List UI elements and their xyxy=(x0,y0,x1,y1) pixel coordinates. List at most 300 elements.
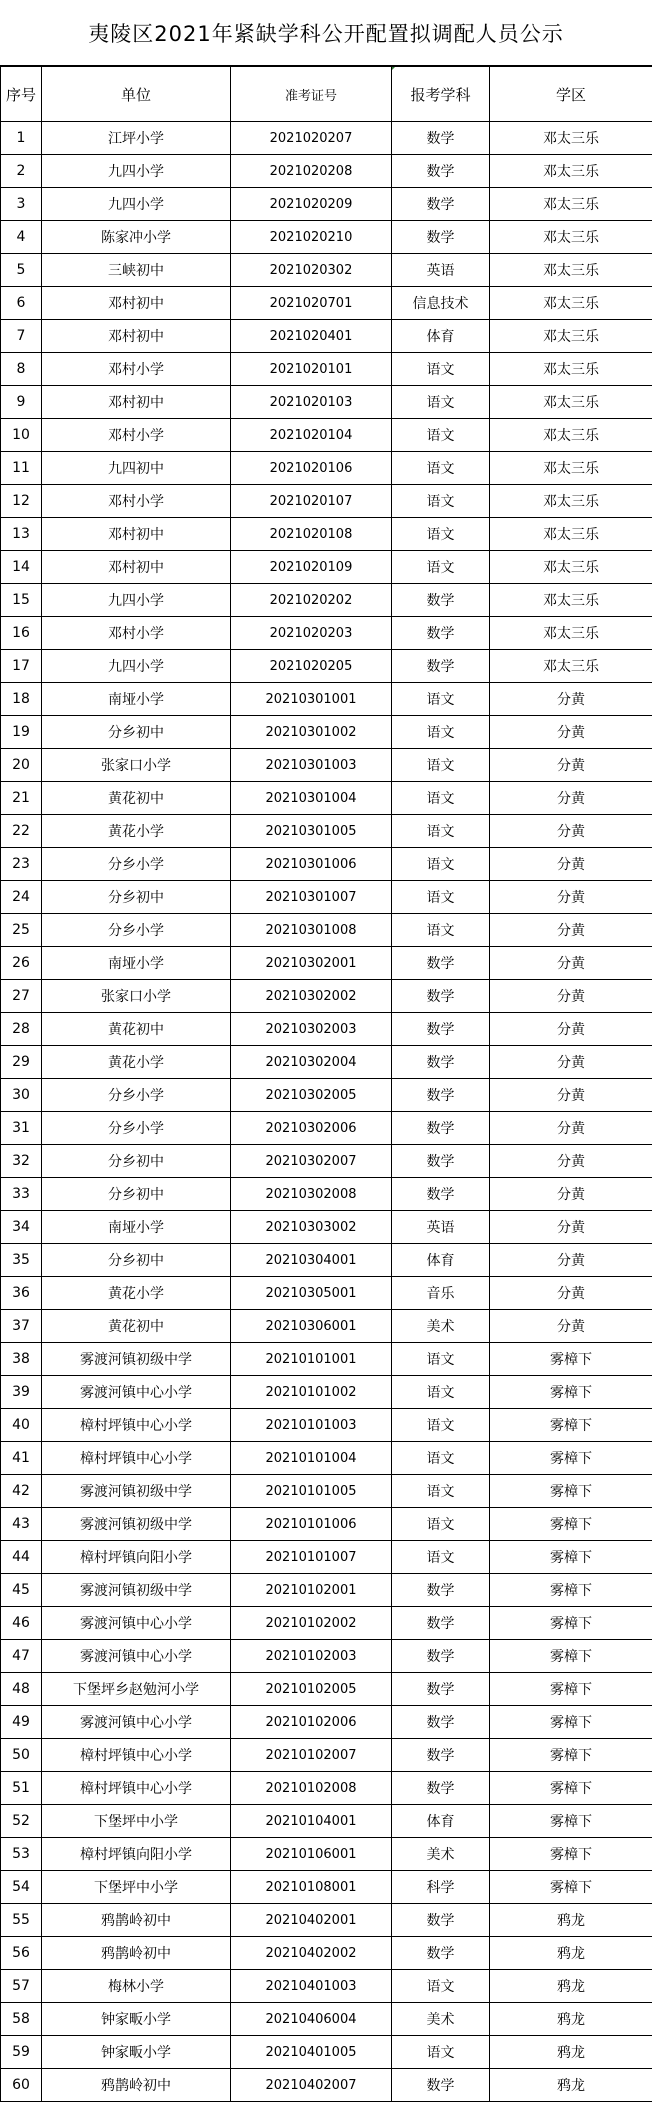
exam-id-cell: 20210102008 xyxy=(231,1772,392,1805)
exam-id-cell: 20210101003 xyxy=(231,1409,392,1442)
index-cell: 41 xyxy=(1,1442,42,1475)
district-cell: 雾樟下 xyxy=(490,1772,652,1805)
district-cell: 分黄 xyxy=(490,683,652,716)
exam-id-cell: 20210401005 xyxy=(231,2036,392,2069)
table-row xyxy=(1,947,652,980)
table-row xyxy=(1,1772,652,1805)
exam-id-cell: 20210102003 xyxy=(231,1640,392,1673)
unit-cell: 邓村初中 xyxy=(42,551,231,584)
index-cell: 26 xyxy=(1,947,42,980)
header-subject: 报考学科 xyxy=(392,67,490,122)
unit-cell: 樟村坪镇中心小学 xyxy=(42,1739,231,1772)
district-cell: 雾樟下 xyxy=(490,1442,652,1475)
exam-id-cell: 20210302002 xyxy=(231,980,392,1013)
table-row xyxy=(1,815,652,848)
table-row xyxy=(1,419,652,452)
index-cell: 31 xyxy=(1,1112,42,1145)
district-cell: 分黄 xyxy=(490,881,652,914)
district-cell: 分黄 xyxy=(490,749,652,782)
unit-cell: 邓村初中 xyxy=(42,320,231,353)
header-exam-id: 准考证号 xyxy=(231,67,392,122)
index-cell: 10 xyxy=(1,419,42,452)
district-cell: 分黄 xyxy=(490,1277,652,1310)
index-cell: 53 xyxy=(1,1838,42,1871)
index-cell: 39 xyxy=(1,1376,42,1409)
unit-cell: 邓村初中 xyxy=(42,518,231,551)
index-cell: 3 xyxy=(1,188,42,221)
subject-cell: 英语 xyxy=(392,1211,490,1244)
subject-cell: 语文 xyxy=(392,419,490,452)
unit-cell: 南垭小学 xyxy=(42,1211,231,1244)
table-row xyxy=(1,353,652,386)
index-cell: 29 xyxy=(1,1046,42,1079)
index-cell: 32 xyxy=(1,1145,42,1178)
index-cell: 1 xyxy=(1,122,42,155)
subject-cell: 语文 xyxy=(392,2036,490,2069)
district-cell: 雾樟下 xyxy=(490,1574,652,1607)
exam-id-cell: 20210401003 xyxy=(231,1970,392,2003)
unit-cell: 分乡初中 xyxy=(42,1244,231,1277)
unit-cell: 九四小学 xyxy=(42,650,231,683)
subject-cell: 体育 xyxy=(392,1244,490,1277)
subject-cell: 语文 xyxy=(392,914,490,947)
subject-cell: 美术 xyxy=(392,1310,490,1343)
subject-cell: 数学 xyxy=(392,1079,490,1112)
district-cell: 雾樟下 xyxy=(490,1673,652,1706)
index-cell: 48 xyxy=(1,1673,42,1706)
exam-id-cell: 2021020202 xyxy=(231,584,392,617)
district-cell: 邓太三乐 xyxy=(490,617,652,650)
index-cell: 46 xyxy=(1,1607,42,1640)
index-cell: 30 xyxy=(1,1079,42,1112)
district-cell: 雾樟下 xyxy=(490,1508,652,1541)
exam-id-cell: 20210302003 xyxy=(231,1013,392,1046)
exam-id-cell: 2021020108 xyxy=(231,518,392,551)
index-cell: 21 xyxy=(1,782,42,815)
index-cell: 56 xyxy=(1,1937,42,1970)
index-cell: 13 xyxy=(1,518,42,551)
district-cell: 邓太三乐 xyxy=(490,518,652,551)
subject-cell: 数学 xyxy=(392,221,490,254)
unit-cell: 九四小学 xyxy=(42,155,231,188)
subject-cell: 语文 xyxy=(392,881,490,914)
subject-cell: 数学 xyxy=(392,980,490,1013)
table-row xyxy=(1,1112,652,1145)
district-cell: 邓太三乐 xyxy=(490,320,652,353)
subject-cell: 语文 xyxy=(392,749,490,782)
subject-cell: 数学 xyxy=(392,1112,490,1145)
subject-cell: 美术 xyxy=(392,1838,490,1871)
table-row xyxy=(1,2069,652,2102)
district-cell: 分黄 xyxy=(490,1112,652,1145)
table-row xyxy=(1,122,652,155)
table-row xyxy=(1,1970,652,2003)
unit-cell: 三峡初中 xyxy=(42,254,231,287)
index-cell: 19 xyxy=(1,716,42,749)
index-cell: 57 xyxy=(1,1970,42,2003)
subject-cell: 数学 xyxy=(392,1145,490,1178)
unit-cell: 樟村坪镇向阳小学 xyxy=(42,1838,231,1871)
unit-cell: 梅林小学 xyxy=(42,1970,231,2003)
table-row xyxy=(1,1574,652,1607)
table-row xyxy=(1,518,652,551)
district-cell: 雾樟下 xyxy=(490,1343,652,1376)
district-cell: 邓太三乐 xyxy=(490,221,652,254)
index-cell: 51 xyxy=(1,1772,42,1805)
header-unit: 单位 xyxy=(42,67,231,122)
index-cell: 52 xyxy=(1,1805,42,1838)
exam-id-cell: 20210302001 xyxy=(231,947,392,980)
table-row xyxy=(1,881,652,914)
table-row xyxy=(1,320,652,353)
district-cell: 邓太三乐 xyxy=(490,419,652,452)
subject-cell: 语文 xyxy=(392,1508,490,1541)
table-row xyxy=(1,782,652,815)
district-cell: 邓太三乐 xyxy=(490,452,652,485)
district-cell: 分黄 xyxy=(490,1244,652,1277)
district-cell: 雾樟下 xyxy=(490,1871,652,1904)
index-cell: 37 xyxy=(1,1310,42,1343)
table-row xyxy=(1,1871,652,1904)
district-cell: 鸦龙 xyxy=(490,1904,652,1937)
district-cell: 邓太三乐 xyxy=(490,188,652,221)
district-cell: 分黄 xyxy=(490,947,652,980)
index-cell: 49 xyxy=(1,1706,42,1739)
table-row xyxy=(1,1673,652,1706)
exam-id-cell: 2021020208 xyxy=(231,155,392,188)
unit-cell: 张家口小学 xyxy=(42,749,231,782)
exam-id-cell: 20210302006 xyxy=(231,1112,392,1145)
index-cell: 16 xyxy=(1,617,42,650)
subject-cell: 语文 xyxy=(392,386,490,419)
unit-cell: 邓村小学 xyxy=(42,353,231,386)
table-row xyxy=(1,1145,652,1178)
district-cell: 鸦龙 xyxy=(490,2036,652,2069)
unit-cell: 陈家冲小学 xyxy=(42,221,231,254)
index-cell: 55 xyxy=(1,1904,42,1937)
table-row xyxy=(1,1937,652,1970)
index-cell: 28 xyxy=(1,1013,42,1046)
unit-cell: 分乡初中 xyxy=(42,1145,231,1178)
index-cell: 36 xyxy=(1,1277,42,1310)
unit-cell: 鸦鹊岭初中 xyxy=(42,2069,231,2102)
exam-id-cell: 20210301007 xyxy=(231,881,392,914)
index-cell: 44 xyxy=(1,1541,42,1574)
district-cell: 邓太三乐 xyxy=(490,353,652,386)
unit-cell: 雾渡河镇初级中学 xyxy=(42,1343,231,1376)
exam-id-cell: 20210106001 xyxy=(231,1838,392,1871)
table-row xyxy=(1,1211,652,1244)
district-cell: 分黄 xyxy=(490,914,652,947)
district-cell: 雾樟下 xyxy=(490,1475,652,1508)
index-cell: 38 xyxy=(1,1343,42,1376)
table-row xyxy=(1,551,652,584)
index-cell: 9 xyxy=(1,386,42,419)
subject-cell: 语文 xyxy=(392,1475,490,1508)
unit-cell: 钟家畈小学 xyxy=(42,2036,231,2069)
district-cell: 分黄 xyxy=(490,1079,652,1112)
exam-id-cell: 20210301003 xyxy=(231,749,392,782)
index-cell: 33 xyxy=(1,1178,42,1211)
unit-cell: 南垭小学 xyxy=(42,683,231,716)
exam-id-cell: 20210108001 xyxy=(231,1871,392,1904)
unit-cell: 邓村初中 xyxy=(42,386,231,419)
exam-id-cell: 20210101004 xyxy=(231,1442,392,1475)
subject-cell: 数学 xyxy=(392,1046,490,1079)
exam-id-cell: 2021020203 xyxy=(231,617,392,650)
district-cell: 邓太三乐 xyxy=(490,155,652,188)
table-row xyxy=(1,2036,652,2069)
table-row xyxy=(1,1739,652,1772)
index-cell: 6 xyxy=(1,287,42,320)
district-cell: 鸦龙 xyxy=(490,1937,652,1970)
unit-cell: 下堡坪乡赵勉河小学 xyxy=(42,1673,231,1706)
unit-cell: 分乡初中 xyxy=(42,716,231,749)
table-header-row xyxy=(1,67,652,122)
table-row xyxy=(1,1607,652,1640)
district-cell: 分黄 xyxy=(490,1046,652,1079)
exam-id-cell: 2021020701 xyxy=(231,287,392,320)
table-body xyxy=(1,122,652,2102)
subject-cell: 数学 xyxy=(392,1706,490,1739)
table-row xyxy=(1,452,652,485)
exam-id-cell: 20210301006 xyxy=(231,848,392,881)
table-row xyxy=(1,716,652,749)
index-cell: 11 xyxy=(1,452,42,485)
subject-cell: 语文 xyxy=(392,518,490,551)
subject-cell: 语文 xyxy=(392,1970,490,2003)
index-cell: 34 xyxy=(1,1211,42,1244)
index-cell: 25 xyxy=(1,914,42,947)
index-cell: 4 xyxy=(1,221,42,254)
table-row xyxy=(1,1013,652,1046)
unit-cell: 分乡小学 xyxy=(42,848,231,881)
unit-cell: 雾渡河镇初级中学 xyxy=(42,1574,231,1607)
exam-id-cell: 2021020210 xyxy=(231,221,392,254)
exam-id-cell: 20210305001 xyxy=(231,1277,392,1310)
exam-id-cell: 2021020107 xyxy=(231,485,392,518)
exam-id-cell: 20210101002 xyxy=(231,1376,392,1409)
district-cell: 邓太三乐 xyxy=(490,584,652,617)
subject-cell: 美术 xyxy=(392,2003,490,2036)
subject-cell: 语文 xyxy=(392,1409,490,1442)
table-row xyxy=(1,1178,652,1211)
subject-cell: 数学 xyxy=(392,650,490,683)
index-cell: 22 xyxy=(1,815,42,848)
index-cell: 50 xyxy=(1,1739,42,1772)
table-row xyxy=(1,1046,652,1079)
table-row xyxy=(1,386,652,419)
exam-id-cell: 20210102006 xyxy=(231,1706,392,1739)
unit-cell: 分乡初中 xyxy=(42,881,231,914)
unit-cell: 鸦鹊岭初中 xyxy=(42,1937,231,1970)
page-title: 夷陵区2021年紧缺学科公开配置拟调配人员公示 xyxy=(0,0,652,66)
exam-id-cell: 20210102007 xyxy=(231,1739,392,1772)
table-row xyxy=(1,1277,652,1310)
unit-cell: 分乡小学 xyxy=(42,914,231,947)
table-row xyxy=(1,980,652,1013)
exam-id-cell: 20210402001 xyxy=(231,1904,392,1937)
district-cell: 鸦龙 xyxy=(490,2003,652,2036)
index-cell: 2 xyxy=(1,155,42,188)
index-cell: 59 xyxy=(1,2036,42,2069)
unit-cell: 黄花小学 xyxy=(42,815,231,848)
subject-cell: 数学 xyxy=(392,1673,490,1706)
index-cell: 47 xyxy=(1,1640,42,1673)
district-cell: 分黄 xyxy=(490,1145,652,1178)
table-row xyxy=(1,1343,652,1376)
exam-id-cell: 20210104001 xyxy=(231,1805,392,1838)
index-cell: 27 xyxy=(1,980,42,1013)
subject-cell: 数学 xyxy=(392,1937,490,1970)
table-row xyxy=(1,848,652,881)
unit-cell: 雾渡河镇中心小学 xyxy=(42,1376,231,1409)
unit-cell: 下堡坪中小学 xyxy=(42,1871,231,1904)
index-cell: 40 xyxy=(1,1409,42,1442)
table-row xyxy=(1,1376,652,1409)
table-row xyxy=(1,1310,652,1343)
table-row xyxy=(1,1541,652,1574)
unit-cell: 分乡初中 xyxy=(42,1178,231,1211)
exam-id-cell: 20210301002 xyxy=(231,716,392,749)
exam-id-cell: 20210301004 xyxy=(231,782,392,815)
subject-cell: 语文 xyxy=(392,716,490,749)
district-cell: 邓太三乐 xyxy=(490,254,652,287)
table-row xyxy=(1,584,652,617)
district-cell: 雾樟下 xyxy=(490,1541,652,1574)
unit-cell: 黄花小学 xyxy=(42,1277,231,1310)
district-cell: 雾樟下 xyxy=(490,1739,652,1772)
subject-cell: 数学 xyxy=(392,1178,490,1211)
unit-cell: 黄花初中 xyxy=(42,782,231,815)
index-cell: 54 xyxy=(1,1871,42,1904)
table-row xyxy=(1,1904,652,1937)
unit-cell: 樟村坪镇中心小学 xyxy=(42,1409,231,1442)
district-cell: 雾樟下 xyxy=(490,1376,652,1409)
unit-cell: 江坪小学 xyxy=(42,122,231,155)
unit-cell: 邓村初中 xyxy=(42,287,231,320)
table-row xyxy=(1,1838,652,1871)
subject-cell: 信息技术 xyxy=(392,287,490,320)
unit-cell: 邓村小学 xyxy=(42,485,231,518)
district-cell: 鸦龙 xyxy=(490,2069,652,2102)
exam-id-cell: 2021020106 xyxy=(231,452,392,485)
index-cell: 15 xyxy=(1,584,42,617)
district-cell: 分黄 xyxy=(490,1211,652,1244)
index-cell: 42 xyxy=(1,1475,42,1508)
exam-id-cell: 20210304001 xyxy=(231,1244,392,1277)
table-row xyxy=(1,2003,652,2036)
table-row xyxy=(1,1244,652,1277)
table-row xyxy=(1,749,652,782)
exam-id-cell: 20210306001 xyxy=(231,1310,392,1343)
unit-cell: 分乡小学 xyxy=(42,1112,231,1145)
district-cell: 分黄 xyxy=(490,980,652,1013)
district-cell: 雾樟下 xyxy=(490,1640,652,1673)
district-cell: 分黄 xyxy=(490,1178,652,1211)
district-cell: 鸦龙 xyxy=(490,1970,652,2003)
subject-cell: 数学 xyxy=(392,122,490,155)
unit-cell: 下堡坪中小学 xyxy=(42,1805,231,1838)
exam-id-cell: 20210302004 xyxy=(231,1046,392,1079)
subject-cell: 数学 xyxy=(392,1640,490,1673)
exam-id-cell: 2021020104 xyxy=(231,419,392,452)
exam-id-cell: 20210406004 xyxy=(231,2003,392,2036)
district-cell: 雾樟下 xyxy=(490,1706,652,1739)
subject-cell: 数学 xyxy=(392,1904,490,1937)
exam-id-cell: 20210303002 xyxy=(231,1211,392,1244)
subject-cell: 语文 xyxy=(392,683,490,716)
exam-id-cell: 20210102002 xyxy=(231,1607,392,1640)
index-cell: 23 xyxy=(1,848,42,881)
subject-cell: 科学 xyxy=(392,1871,490,1904)
unit-cell: 南垭小学 xyxy=(42,947,231,980)
index-cell: 18 xyxy=(1,683,42,716)
subject-cell: 语文 xyxy=(392,485,490,518)
exam-id-cell: 20210101001 xyxy=(231,1343,392,1376)
personnel-table xyxy=(0,66,652,2102)
header-index: 序号 xyxy=(1,67,42,122)
table-row xyxy=(1,1409,652,1442)
unit-cell: 钟家畈小学 xyxy=(42,2003,231,2036)
district-cell: 分黄 xyxy=(490,782,652,815)
subject-cell: 语文 xyxy=(392,848,490,881)
unit-cell: 九四初中 xyxy=(42,452,231,485)
exam-id-cell: 2021020109 xyxy=(231,551,392,584)
district-cell: 分黄 xyxy=(490,848,652,881)
exam-id-cell: 20210402002 xyxy=(231,1937,392,1970)
district-cell: 分黄 xyxy=(490,716,652,749)
district-cell: 分黄 xyxy=(490,1310,652,1343)
subject-cell: 语文 xyxy=(392,1343,490,1376)
unit-cell: 樟村坪镇向阳小学 xyxy=(42,1541,231,1574)
unit-cell: 邓村小学 xyxy=(42,419,231,452)
exam-id-cell: 2021020209 xyxy=(231,188,392,221)
unit-cell: 雾渡河镇中心小学 xyxy=(42,1607,231,1640)
subject-cell: 数学 xyxy=(392,1013,490,1046)
table-row xyxy=(1,287,652,320)
unit-cell: 邓村小学 xyxy=(42,617,231,650)
unit-cell: 雾渡河镇中心小学 xyxy=(42,1640,231,1673)
table-row xyxy=(1,1706,652,1739)
district-cell: 分黄 xyxy=(490,1013,652,1046)
exam-id-cell: 20210402007 xyxy=(231,2069,392,2102)
unit-cell: 雾渡河镇中心小学 xyxy=(42,1706,231,1739)
unit-cell: 九四小学 xyxy=(42,584,231,617)
index-cell: 20 xyxy=(1,749,42,782)
subject-cell: 数学 xyxy=(392,188,490,221)
exam-id-cell: 2021020207 xyxy=(231,122,392,155)
district-cell: 邓太三乐 xyxy=(490,386,652,419)
index-cell: 17 xyxy=(1,650,42,683)
exam-id-cell: 20210302005 xyxy=(231,1079,392,1112)
table-row xyxy=(1,1079,652,1112)
exam-id-cell: 20210102001 xyxy=(231,1574,392,1607)
exam-id-cell: 20210102005 xyxy=(231,1673,392,1706)
table-row xyxy=(1,1508,652,1541)
exam-id-cell: 20210101006 xyxy=(231,1508,392,1541)
table-row xyxy=(1,485,652,518)
subject-cell: 语文 xyxy=(392,452,490,485)
exam-id-cell: 20210301005 xyxy=(231,815,392,848)
index-cell: 7 xyxy=(1,320,42,353)
unit-cell: 九四小学 xyxy=(42,188,231,221)
index-cell: 45 xyxy=(1,1574,42,1607)
subject-cell: 数学 xyxy=(392,617,490,650)
header-district: 学区 xyxy=(490,67,652,122)
exam-id-cell: 20210302008 xyxy=(231,1178,392,1211)
unit-cell: 黄花初中 xyxy=(42,1310,231,1343)
